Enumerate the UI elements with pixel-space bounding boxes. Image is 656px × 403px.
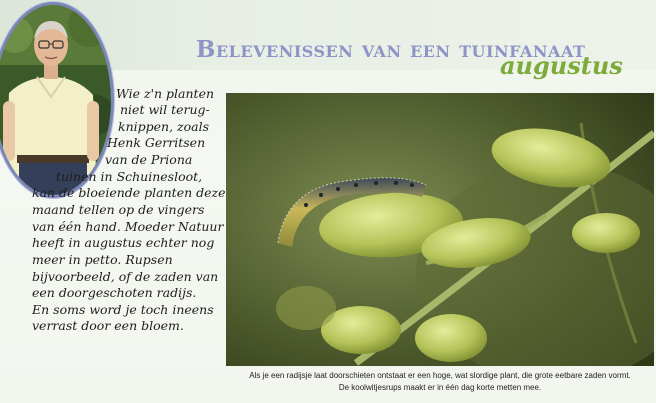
page-subtitle: augustus bbox=[500, 51, 623, 80]
caption-line: Als je een radijsje laat doorschieten ontstaat er een hoge, wat slordige plant, die grote eetbare zaden vormt. bbox=[249, 371, 631, 380]
page-title: Belevenissen van een tuinfanaat bbox=[196, 36, 586, 63]
article-line: kan de bloeiende planten deze bbox=[32, 185, 226, 200]
article-line: bijvoorbeeld, of de zaden van bbox=[32, 269, 219, 284]
article-line: Wie z'n planten bbox=[116, 86, 215, 101]
article-line: knippen, zoals bbox=[118, 119, 209, 134]
article-line: En soms word je toch ineens bbox=[32, 302, 214, 317]
article-line: maand tellen op de vingers bbox=[32, 202, 205, 217]
article-line: verrast door een bloem. bbox=[32, 318, 184, 333]
article-line: Henk Gerritsen bbox=[107, 135, 206, 150]
article-line: van de Priona bbox=[105, 152, 193, 167]
article-line: van één hand. Moeder Natuur bbox=[32, 219, 224, 234]
photo-caption bbox=[228, 370, 652, 394]
article-line: tuinen in Schuinesloot, bbox=[56, 169, 203, 184]
article-line: een doorgeschoten radijs. bbox=[32, 285, 197, 300]
caption-line: De koolwitjesrups maakt er in één dag korte metten mee. bbox=[338, 383, 542, 392]
article-line: heeft in augustus echter nog bbox=[32, 235, 215, 250]
article-line: niet wil terug- bbox=[120, 102, 210, 117]
caterpillar-photo bbox=[226, 93, 654, 366]
article-line: meer in petto. Rupsen bbox=[32, 252, 173, 267]
